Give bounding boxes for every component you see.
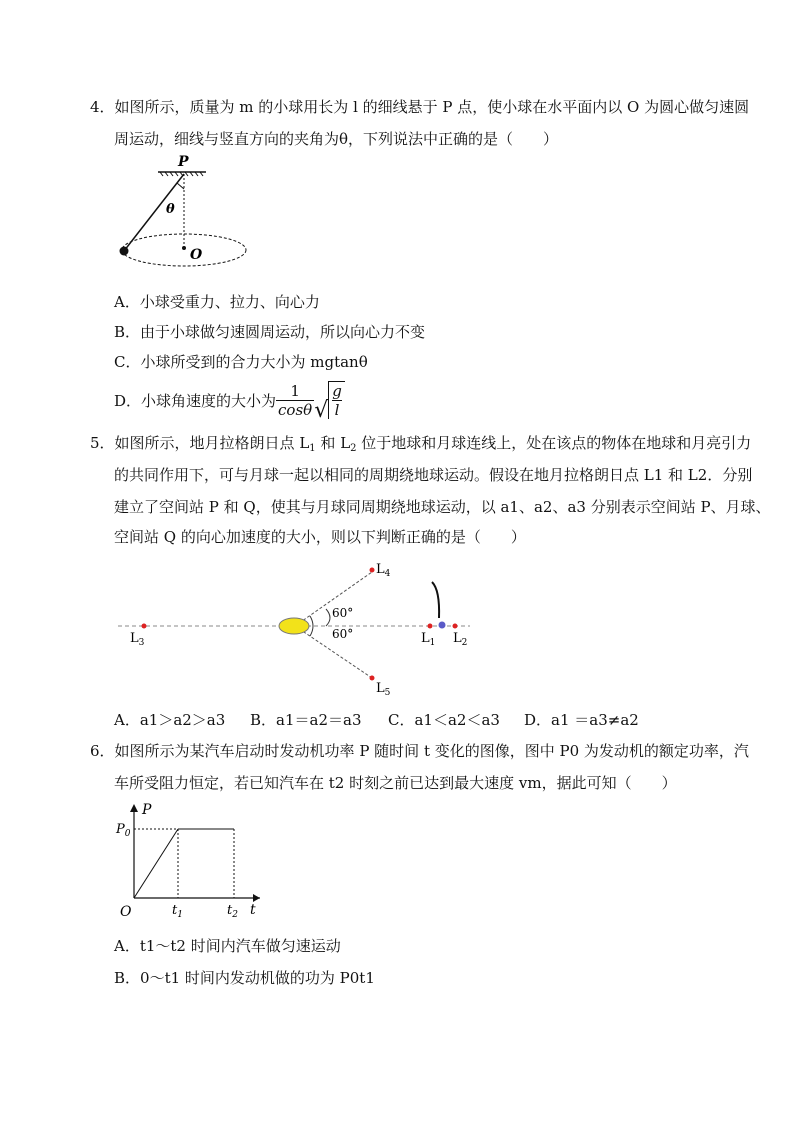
q6-stem-line2: 车所受阻力恒定，若已知汽车在 t2 时刻之前已达到最大速度 vm，据此可知（ ） xyxy=(114,774,677,792)
q4-option-d-sqrt: √ $\frac{g}{l}$ xyxy=(314,381,345,420)
sqrt-denominator: l xyxy=(334,400,340,419)
q6-option-a: A．t1～t2 时间内汽车做匀速运动 xyxy=(114,937,341,955)
sqrt-numerator: g xyxy=(332,381,342,400)
q6-fig-label-t2: $t_2$ xyxy=(227,903,238,920)
q5-option-d: D．a1 ＝a3≠a2 xyxy=(524,711,639,729)
q5-stem-line3: 建立了空间站 P 和 Q，使其与月球同周期绕地球运动，以 a1、a2、a3 分别表示空间站 P、月球、 xyxy=(114,498,771,516)
q5-figure xyxy=(110,556,480,696)
ramp-line xyxy=(134,829,178,898)
q5-fig-label-l5: $L_5$ xyxy=(376,681,391,696)
q4-fig-label-theta: θ xyxy=(166,202,175,217)
q6-fig-label-p: P xyxy=(142,802,152,818)
q6-stem-line1: 6．如图所示为某汽车启动时发动机功率 P 随时间 t 变化的图像，图中 P0 为发动机的额定功率，汽 xyxy=(90,742,749,760)
q5-fig-angle-top: 60° xyxy=(332,606,354,620)
q6-figure xyxy=(112,798,272,923)
q5-option-b: B．a1＝a2＝a3 xyxy=(250,711,362,729)
q6-fig-label-t: t xyxy=(250,902,256,918)
q5-stem-line1: 5．如图所示，地月拉格朗日点 $L_1$ 和 $L_2$ 位于地球和月球连线上，处在该点的物体在地球和月亮引力 xyxy=(90,434,752,454)
q5-stem-line2: 的共同作用下，可与月球一起以相同的周期绕地球运动。假设在地月拉格朗日点 L1 和 L2．分别 xyxy=(114,466,753,484)
q5-fig-label-l2: $L_2$ xyxy=(453,631,468,648)
frac-numerator: 1 xyxy=(276,382,314,401)
q4-fig-label-p: P xyxy=(178,154,189,170)
q6-fig-label-p0: $P_0$ xyxy=(116,822,131,839)
l5-point xyxy=(370,676,375,681)
q4-stem-line2: 周运动，细线与竖直方向的夹角为θ，下列说法中正确的是（ ） xyxy=(114,130,559,148)
q4-option-d-fraction xyxy=(276,382,314,419)
moon xyxy=(439,622,446,629)
frac-denominator: cosθ xyxy=(278,400,313,419)
l3-point xyxy=(142,624,147,629)
q5-fig-label-l4: $L_4$ xyxy=(376,562,391,579)
string-line xyxy=(124,174,184,251)
l1-point xyxy=(428,624,433,629)
q6-option-b: B．0～t1 时间内发动机做的功为 P0t1 xyxy=(114,969,375,987)
l4-point xyxy=(370,568,375,573)
l2-point xyxy=(453,624,458,629)
q5-fig-label-l3: $L_3$ xyxy=(130,631,145,648)
q4-option-a: A．小球受重力、拉力、向心力 xyxy=(114,293,320,311)
ball xyxy=(120,247,129,256)
q4-option-d xyxy=(114,380,345,423)
q5-fig-label-l1: $L_1$ xyxy=(421,631,436,648)
q4-fig-label-o: O xyxy=(190,247,203,263)
q4-option-c: C．小球所受到的合力大小为 mgtanθ xyxy=(114,353,368,371)
q6-fig-label-t1: $t_1$ xyxy=(172,903,183,920)
q4-stem-line1: 4．如图所示，质量为 m 的小球用长为 l 的细线悬于 P 点，使小球在水平面内以 O 为圆心做匀速圆 xyxy=(90,98,750,116)
q5-fig-angle-bottom: 60° xyxy=(332,627,354,641)
q5-stem-line4: 空间站 Q 的向心加速度的大小，则以下判断正确的是（ ） xyxy=(114,528,526,546)
q4-figure xyxy=(110,152,260,272)
q5-option-c: C．a1＜a2＜a3 xyxy=(388,711,500,729)
q5-option-a: A．a1＞a2＞a3 xyxy=(114,711,226,729)
center-point xyxy=(182,246,186,250)
q4-option-b: B．由于小球做匀速圆周运动，所以向心力不变 xyxy=(114,323,426,341)
q6-fig-label-o: O xyxy=(120,904,132,920)
earth xyxy=(279,618,309,634)
q4-option-d-prefix: D．小球角速度的大小为 xyxy=(114,391,277,410)
